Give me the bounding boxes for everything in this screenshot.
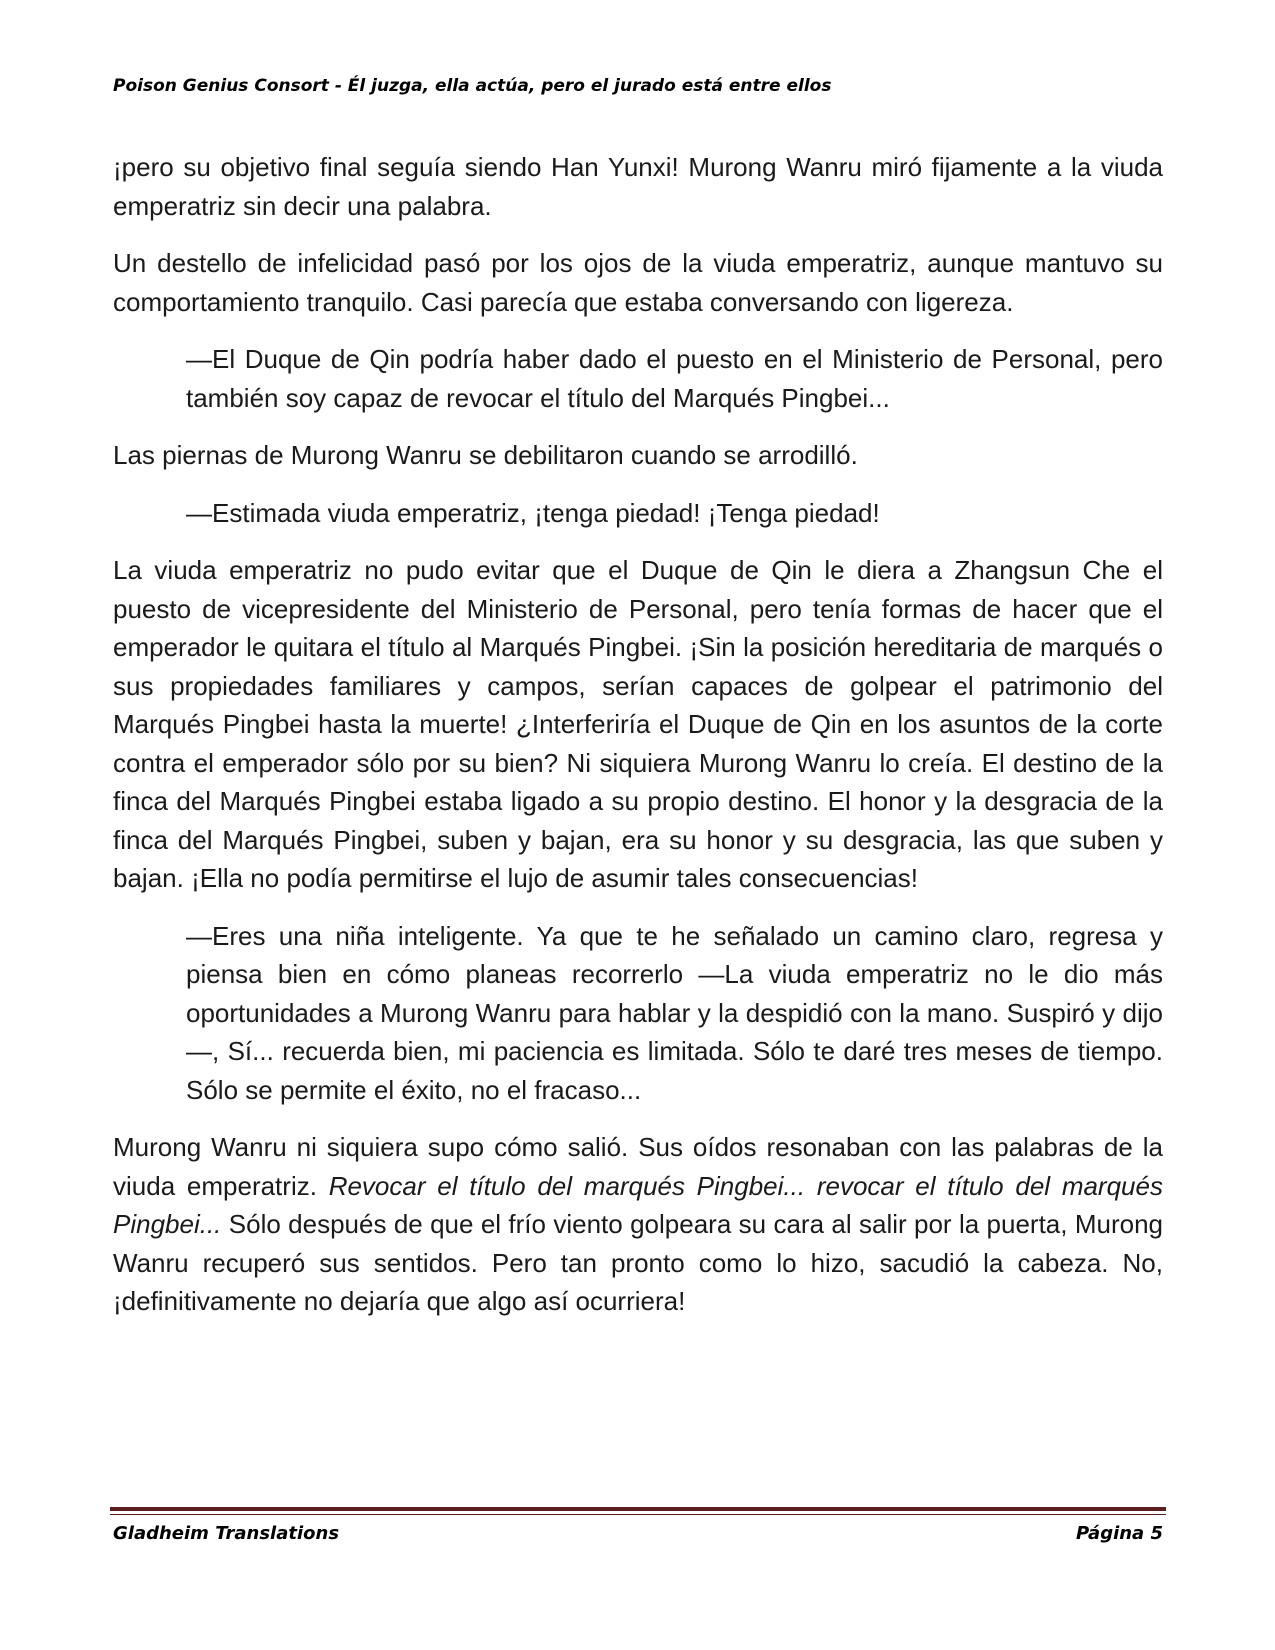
paragraph-5-italic: Revocar el título del marqués Pingbei... revocar el título del marqués Pingbei...	[113, 1170, 1163, 1239]
paragraph-5-part-2: Sólo después de que el frío viento golpeara su cara al salir por la puerta, Murong Wanru recuperó sus sentidos. Pero tan pronto como lo hizo, sacudió la cabeza. No, ¡definitivamente no dejaría que algo así ocurriera!	[113, 1209, 1163, 1316]
paragraph-4: La viuda emperatriz no pudo evitar que el Duque de Qin le diera a Zhangsun Che el puesto de vicepresidente del Ministerio de Personal, pero tenía formas de hacer que el emperador le quitara el título al Marqués Pingbei. ¡Sin la posición hereditaria de marqués o sus propiedades familiares y campos, serían capaces de golpear el patrimonio del Marqués Pingbei hasta la muerte! ¿Interferiría el Duque de Qin en los asuntos de la corte contra el emperador sólo por su bien? Ni siquiera Murong Wanru lo creía. El destino de la finca del Marqués Pingbei estaba ligado a su propio destino. El honor y la desgracia de la finca del Marqués Pingbei, suben y bajan, era su honor y su desgracia, las que suben y bajan. ¡Ella no podía permitirse el lujo de asumir tales consecuencias!	[113, 555, 1163, 893]
paragraph-3: Las piernas de Murong Wanru se debilitaron cuando se arrodilló.	[113, 440, 858, 470]
dialogue-3: —Eres una niña inteligente. Ya que te he señalado un camino claro, regresa y piensa bien en cómo planeas recorrerlo —La viuda emperatriz no le dio más oportunidades a Murong Wanru para hablar y la despidió con la mano. Suspiró y dijo—, Sí... recuerda bien, mi paciencia es limitada. Sólo te daré tres meses de tiempo. Sólo se permite el éxito, no el fracaso...	[186, 920, 1163, 1105]
footer-translator: Gladheim Translations	[113, 1523, 340, 1544]
dialogue-2: —Estimada viuda emperatriz, ¡tenga piedad! ¡Tenga piedad!	[186, 497, 880, 528]
body-text	[113, 148, 1163, 1340]
paragraph-1: ¡pero su objetivo final seguía siendo Han Yunxi! Murong Wanru miró fijamente a la viuda emperatriz sin decir una palabra.	[113, 152, 1163, 221]
paragraph-2: Un destello de infelicidad pasó por los ojos de la viuda emperatriz, aunque mantuvo su comportamiento tranquilo. Casi parecía que estaba conversando con ligereza.	[113, 248, 1163, 317]
footer-page-number: Página 5	[1076, 1523, 1163, 1544]
footer-rule-thick	[110, 1507, 1166, 1511]
paragraph-5-part-1: Murong Wanru ni siquiera supo cómo salió. Sus oídos resonaban con las palabras de la viuda emperatriz.	[113, 1132, 1163, 1201]
footer-rule-thin	[110, 1514, 1166, 1515]
paragraph-5	[113, 1128, 1163, 1321]
running-header: Poison Genius Consort - Él juzga, ella actúa, pero el jurado está entre ellos	[113, 76, 832, 96]
dialogue-1: —El Duque de Qin podría haber dado el puesto en el Ministerio de Personal, pero también soy capaz de revocar el título del Marqués Pingbei...	[186, 344, 1163, 413]
